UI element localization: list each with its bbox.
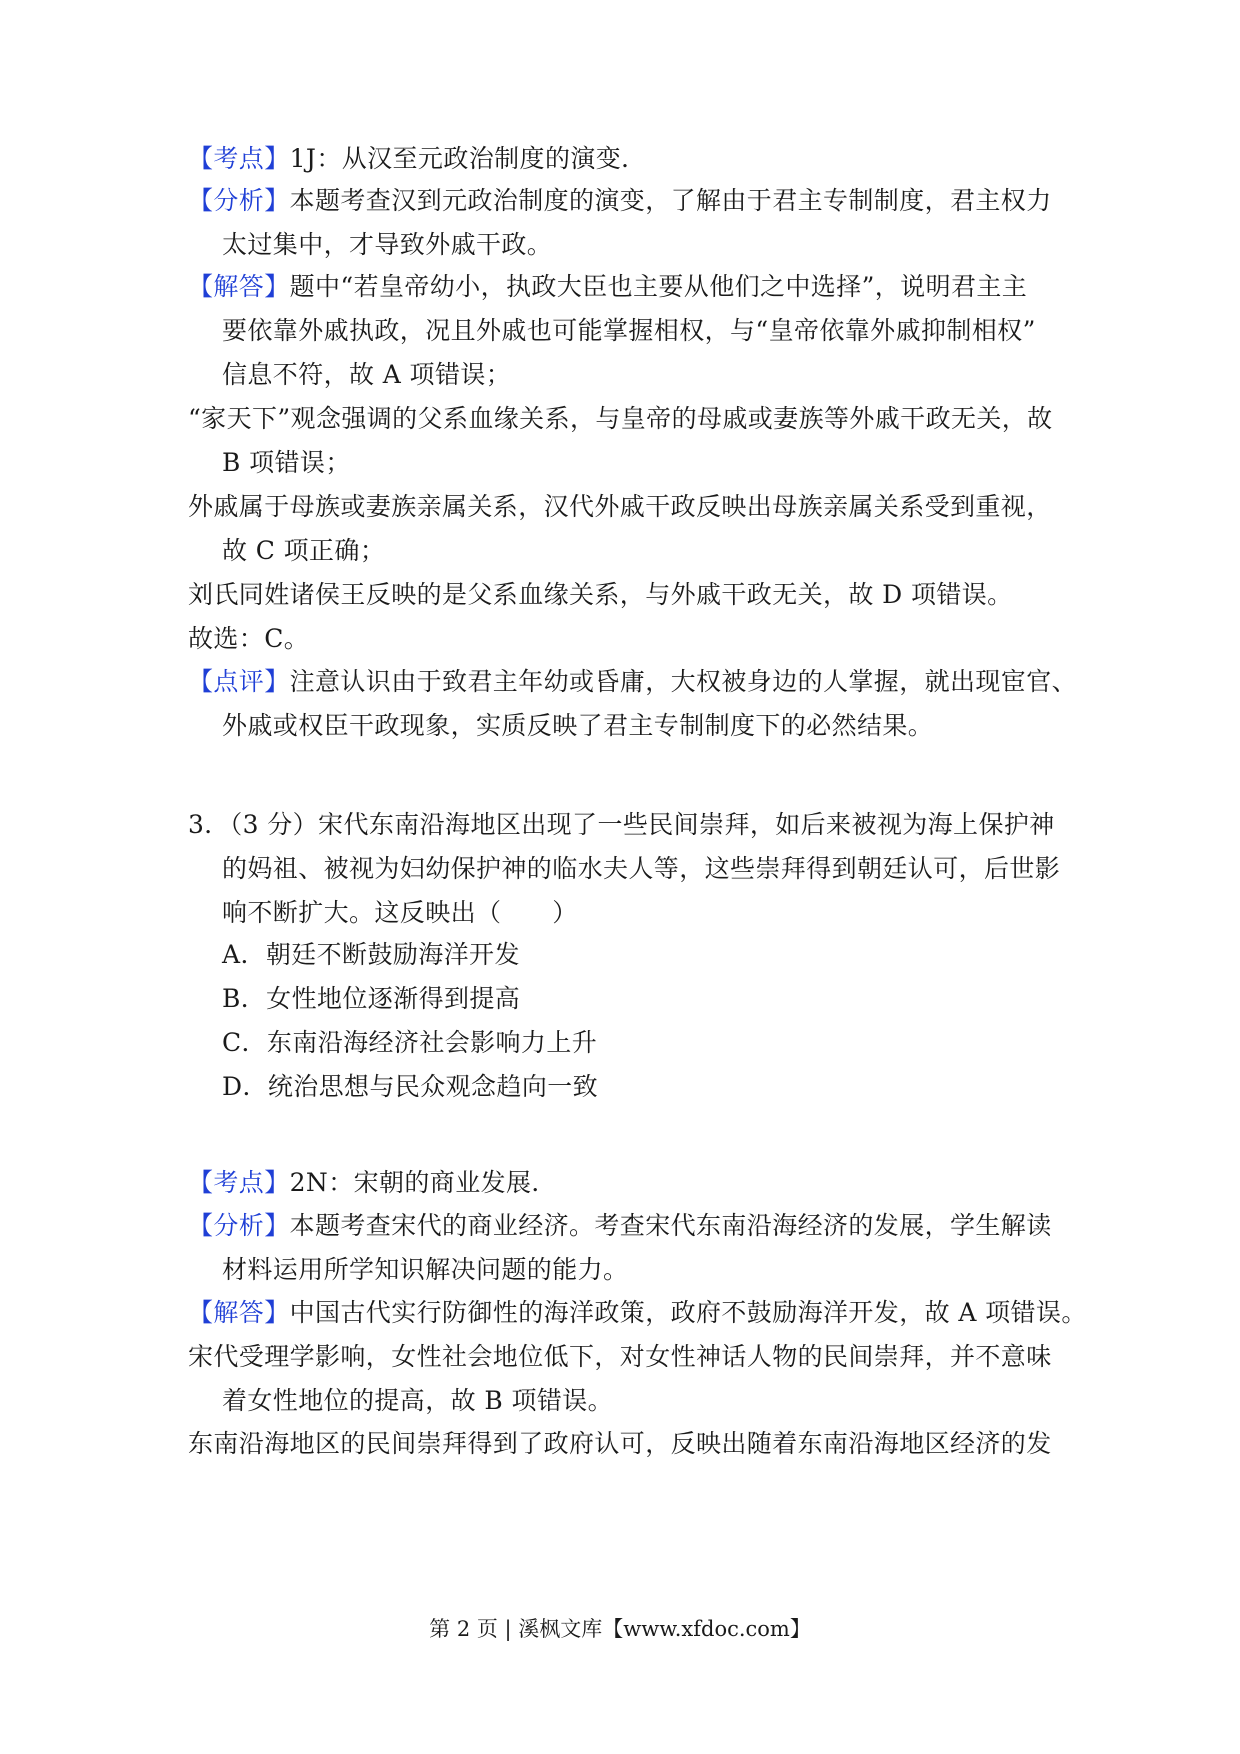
jieda-text: 中国古代实行防御性的海洋政策，政府不鼓励海洋开发，故 A 项错误。 <box>289 1298 1087 1327</box>
jieda-text: 题中“若皇帝幼小，执政大臣也主要从他们之中选择”，说明君主主 <box>289 272 1028 301</box>
dianping-tag: 【点评】 <box>188 667 290 696</box>
page-footer: 第 2 页 | 溪枫文库【www.xfdoc.com】 <box>429 1617 811 1641</box>
fenxi-text: 本题考查汉到元政治制度的演变，了解由于君主专制制度，君主权力 <box>289 186 1052 215</box>
jieda-text: B 项错误； <box>222 448 351 477</box>
jieda-tag: 【解答】 <box>188 272 290 301</box>
option-c: C．东南沿海经济社会影响力上升 <box>222 1028 598 1057</box>
dianping-text-cont: 外戚或权臣干政现象，实质反映了君主专制制度下的必然结果。 <box>222 711 934 740</box>
question-stem: 响不断扩大。这反映出（ ） <box>222 898 578 927</box>
jieda-tag: 【解答】 <box>188 1298 290 1327</box>
jieda-line <box>188 1296 1087 1330</box>
option-a: A．朝廷不断鼓励海洋开发 <box>222 940 520 969</box>
fenxi-line <box>188 184 1052 218</box>
jieda-text: 东南沿海地区的民间崇拜得到了政府认可，反映出随着东南沿海地区经济的发 <box>188 1429 1052 1458</box>
dianping-text: 注意认识由于致君主年幼或昏庸，大权被身边的人掌握，就出现宦官、 <box>289 667 1078 696</box>
kaodian-line <box>188 142 647 176</box>
kaodian-text: 2N：宋朝的商业发展． <box>289 1168 557 1197</box>
question-stem: 3．（3 分）宋代东南沿海地区出现了一些民间崇拜，如后来被视为海上保护神 <box>188 810 1055 839</box>
question-stem: 的妈祖、被视为妇幼保护神的临水夫人等，这些崇拜得到朝廷认可，后世影 <box>222 854 1061 883</box>
jieda-text: 要依靠外戚执政，况且外戚也可能掌握相权，与“皇帝依靠外戚抑制相权” <box>222 316 1036 345</box>
jieda-text: 刘氏同姓诸侯王反映的是父系血缘关系，与外戚干政无关，故 D 项错误。 <box>188 580 1013 609</box>
option-d: D．统治思想与民众观念趋向一致 <box>222 1072 599 1101</box>
jieda-text: “家天下”观念强调的父系血缘关系，与皇帝的母戚或妻族等外戚干政无关，故 <box>188 404 1053 433</box>
jieda-text: 外戚属于母族或妻族亲属关系，汉代外戚干政反映出母族亲属关系受到重视， <box>188 492 1052 521</box>
kaodian-text: 1J：从汉至元政治制度的演变． <box>289 144 647 173</box>
fenxi-tag: 【分析】 <box>188 186 290 215</box>
jieda-text: 着女性地位的提高，故 B 项错误。 <box>222 1386 614 1415</box>
fenxi-text: 本题考查宋代的商业经济。考查宋代东南沿海经济的发展，学生解读 <box>289 1211 1052 1240</box>
kaodian-tag: 【考点】 <box>188 144 290 173</box>
answer-text: 故选：C。 <box>188 624 310 653</box>
fenxi-text-cont: 材料运用所学知识解决问题的能力。 <box>222 1255 629 1284</box>
fenxi-tag: 【分析】 <box>188 1211 290 1240</box>
jieda-line <box>188 270 1027 304</box>
jieda-text: 宋代受理学影响，女性社会地位低下，对女性神话人物的民间崇拜，并不意味 <box>188 1342 1052 1371</box>
kaodian-line <box>188 1166 557 1200</box>
option-b: B．女性地位逐渐得到提高 <box>222 984 521 1013</box>
jieda-text: 故 C 项正确； <box>222 536 386 565</box>
jieda-text: 信息不符，故 A 项错误； <box>222 360 512 389</box>
dianping-line <box>188 665 1077 699</box>
fenxi-text-cont: 太过集中，才导致外戚干政。 <box>222 230 553 259</box>
kaodian-tag: 【考点】 <box>188 1168 290 1197</box>
fenxi-line <box>188 1209 1052 1243</box>
